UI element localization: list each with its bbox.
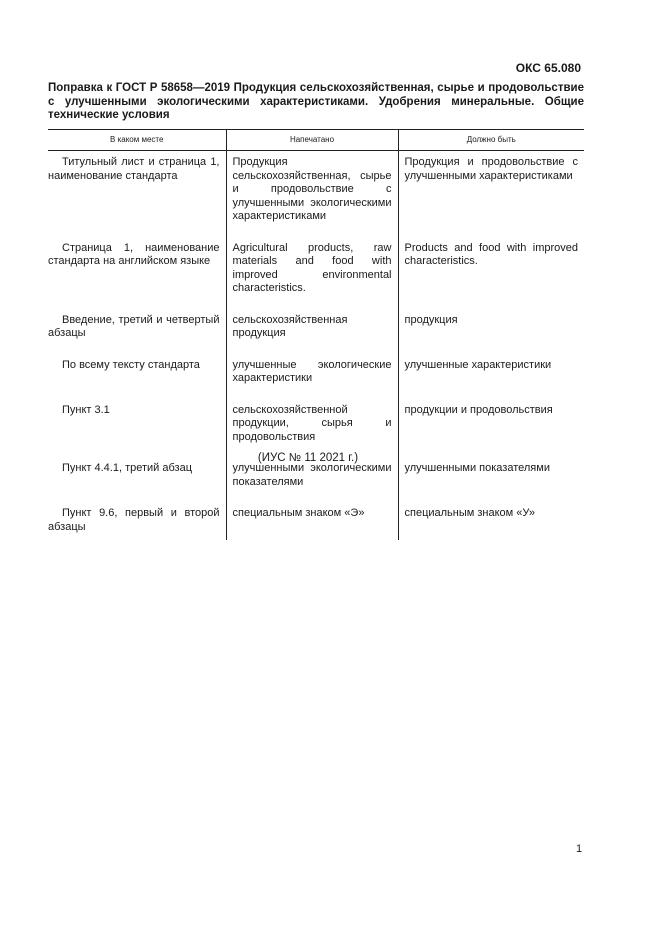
cell-where: Страница 1, наименование стандарта на английском языке (48, 241, 220, 267)
cell-printed: Продукция сельскохозяйственная, сырье и продовольствие с улучшенными экологическими характеристиками (226, 151, 398, 236)
table-row (48, 353, 584, 398)
cell-printed: Agricultural products, raw materials and food with improved environmental characteristics. (226, 236, 398, 308)
correction-table (48, 129, 584, 540)
column-header-should-be: Должно быть (398, 130, 584, 151)
table-row (48, 236, 584, 308)
table-row (48, 398, 584, 457)
table-row (48, 151, 584, 236)
page-number: 1 (576, 843, 583, 855)
cell-where: По всему тексту стандарта (62, 358, 200, 371)
ius-reference: (ИУС № 11 2021 г.) (257, 452, 359, 464)
cell-where: Пункт 4.4.1, третий абзац (62, 462, 193, 474)
table-header-row (48, 130, 584, 151)
classification-code: ОКС 65.080 (515, 61, 581, 75)
cell-where: Введение, третий и четвертый абзацы (48, 313, 220, 339)
cell-printed: улучшенные экологические характеристики (226, 353, 398, 398)
cell-should-be: продукции и продовольствия (398, 398, 584, 457)
cell-printed: сельскохозяйственной продукции, сырья и продовольствия (226, 398, 398, 457)
cell-where: Титульный лист и страница 1, наименование стандарта (48, 156, 220, 182)
cell-where: Пункт 9.6, первый и второй абзацы (48, 507, 220, 533)
cell-should-be: продукция (398, 308, 584, 353)
cell-printed: специальным знаком «Э» (226, 501, 398, 540)
column-header-where: В каком месте (48, 130, 226, 151)
table-row (48, 308, 584, 353)
cell-should-be: Products and food with improved characteristics. (398, 236, 584, 308)
document-title: Поправка к ГОСТ Р 58658—2019 Продукция сельскохозяйственная, сырье и продовольствие с улучшенными экологическими характеристиками. Удобрения минеральные. Общие технические условия (48, 82, 584, 121)
cell-printed: улучшенными экологическими показателями (226, 456, 398, 501)
cell-should-be: улучшенными показателями (398, 456, 584, 501)
cell-printed: сельскохозяйственная продукция (226, 308, 398, 353)
cell-should-be: улучшенные характеристики (398, 353, 584, 398)
cell-should-be: специальным знаком «У» (398, 501, 584, 540)
table-row (48, 501, 584, 540)
cell-where: Пункт 3.1 (62, 403, 110, 416)
cell-should-be: Продукция и продовольствие с улучшенными характеристиками (398, 151, 584, 236)
column-header-printed: Напечатано (226, 130, 398, 151)
